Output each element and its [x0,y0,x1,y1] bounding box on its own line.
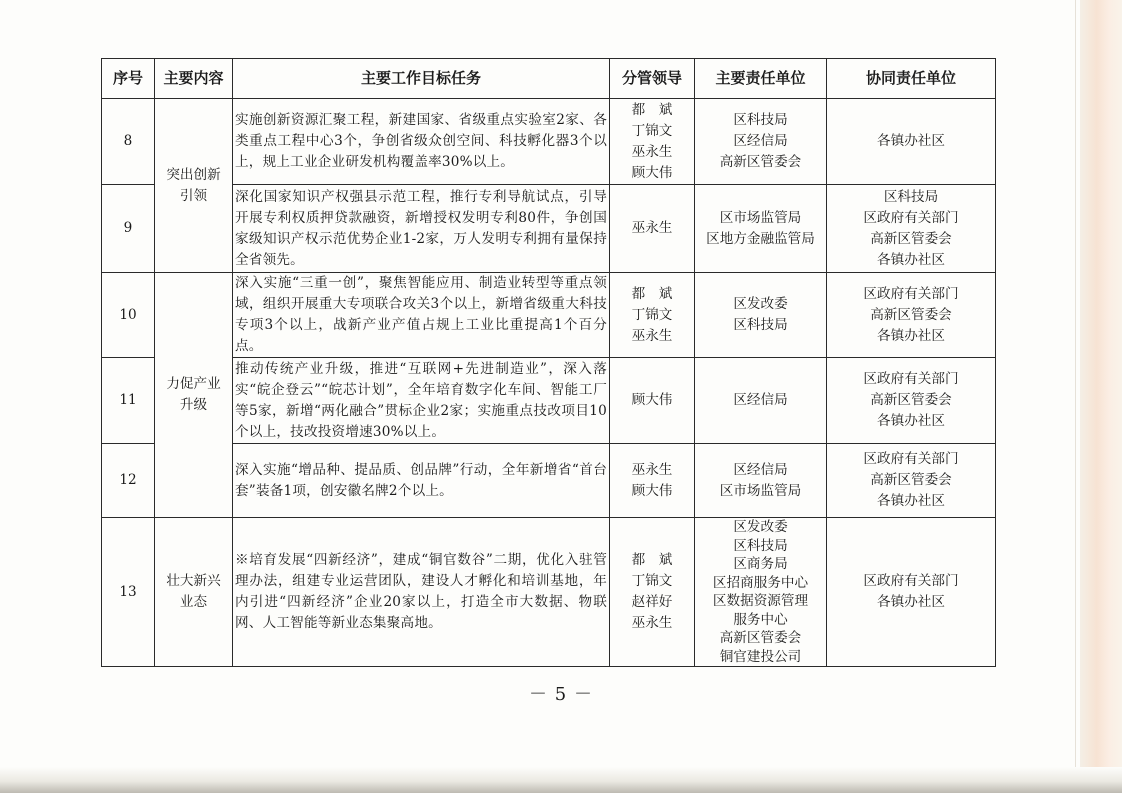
unit-name: 区政府有关部门 [863,451,959,467]
unit-name: 高新区管委会 [719,630,802,646]
leader-name: 巫永生 [631,143,673,160]
leader-name: 顾大伟 [631,164,673,181]
page-number: － 5 － [529,684,593,705]
row-number: 13 [102,518,155,667]
category-label: 壮大新兴业态 [166,573,221,610]
task-cell: 深入实施“三重一创”，聚焦智能应用、制造业转型等重点领域，组织开展重大专项联合攻关3个以上，新增省级重大科技专项3个以上，战新产业产值占规上工业比重提高1个百分点。 [233,273,610,358]
task-cell: 深化国家知识产权强县示范工程，推行专利导航试点，引导开展专利权质押贷款融资，新增授权发明专利80件，争创国家级知识产权示范优势企业1-2家，万人发明专利拥有量保持全省领先。 [233,185,610,273]
main-unit-cell [695,518,827,667]
row-number: 11 [102,358,155,444]
coop-unit-cell [827,444,996,518]
leader-cell [610,444,695,518]
unit-name: 区地方金融监管局 [706,230,815,247]
leader-name: 顾大伟 [631,392,673,408]
unit-name: 各镇办社区 [877,493,945,509]
unit-name: 区市场监管局 [719,209,802,226]
task-cell: 实施创新资源汇聚工程，新建国家、省级重点实验室2家、各类重点工程中心3个，争创省级众创空间、科技孵化器3个以上，规上工业企业研发机构覆盖率30%以上。 [233,99,610,185]
unit-name: 铜官建投公司 [719,648,802,665]
row-number: 12 [102,444,155,518]
page-edge-bottom [0,767,1122,793]
category-cell [155,273,233,518]
unit-name: 区科技局 [733,317,788,333]
unit-name: 区政府有关部门 [863,371,959,387]
unit-name: 区经信局 [733,461,788,478]
unit-name: 区科技局 [733,112,788,128]
leader-name: 巫永生 [631,220,673,236]
unit-name: 区招商服务中心 [712,574,809,591]
main-unit-cell [695,273,827,358]
unit-name: 高新区管委会 [719,154,802,170]
leader-name: 巫永生 [631,615,673,631]
row-number: 10 [102,273,155,358]
header-task: 主要工作目标任务 [233,59,610,99]
unit-name: 各镇办社区 [877,594,945,610]
unit-name: 区政府有关部门 [863,573,959,589]
unit-name: 各镇办社区 [877,251,945,268]
leader-name: 丁锦文 [631,122,673,139]
header-coop-unit: 协同责任单位 [827,59,996,99]
unit-name: 区科技局 [883,188,939,205]
table-row [102,358,996,444]
leader-name: 丁锦文 [631,306,673,323]
leader-cell [610,273,695,358]
unit-name: 区经信局 [733,133,788,149]
unit-name: 区政府有关部门 [863,209,959,226]
table-row [102,518,996,667]
leader-name: 赵祥好 [631,594,673,610]
coop-unit-cell [827,273,996,358]
leader-cell [610,518,695,667]
leader-name: 顾大伟 [631,482,673,499]
category-cell [155,99,233,273]
unit-name: 区发改委 [733,296,788,312]
coop-unit-cell [827,518,996,667]
unit-name: 高新区管委会 [870,230,952,247]
table-row [102,273,996,358]
unit-name: 高新区管委会 [870,392,952,408]
main-unit-cell [695,185,827,273]
leader-cell [610,185,695,273]
header-content: 主要内容 [155,59,233,99]
unit-name: 区政府有关部门 [863,285,959,302]
page-edge-right [1080,0,1122,793]
unit-name: 高新区管委会 [870,472,952,488]
leader-name: 丁锦文 [631,573,673,589]
task-cell: 推动传统产业升级，推进“互联网+先进制造业”，深入落实“皖企登云”“皖芯计划”，全年培育数字化车间、智能工厂等5家，新增“两化融合”贯标企业2家；实施重点技改项目10个以上，技改投资增速30%以上。 [233,358,610,444]
row-number: 9 [102,185,155,273]
leader-name: 巫永生 [631,461,673,478]
header-main-unit: 主要责任单位 [695,59,827,99]
row-number: 8 [102,99,155,185]
category-cell [155,518,233,667]
coop-unit-cell [827,185,996,273]
main-unit-cell [695,99,827,185]
table-row [102,99,996,185]
task-cell: 深入实施“增品种、提品质、创品牌”行动，全年新增省“首台套”装备1项，创安徽名牌2个以上。 [233,444,610,518]
unit-name: 区发改委 [733,519,788,535]
header-seq: 序号 [102,59,155,99]
main-unit-cell [695,444,827,518]
category-label: 力促产业升级 [166,376,221,413]
header-row [102,59,996,99]
unit-name: 高新区管委会 [870,306,952,323]
table-row [102,444,996,518]
unit-name: 区科技局 [733,537,788,554]
coop-unit-cell [827,358,996,444]
leader-cell [610,358,695,444]
unit-name: 区数据资源管理服务中心 [712,593,809,628]
leader-cell [610,99,695,185]
unit-name: 区商务局 [733,556,788,572]
leader-name: 都 斌 [631,285,673,302]
leader-name: 都 斌 [631,101,673,118]
unit-name: 区经信局 [733,392,788,408]
leader-name: 巫永生 [631,327,673,344]
main-unit-cell [695,358,827,444]
task-table [101,58,996,667]
unit-name: 各镇办社区 [877,413,945,429]
unit-name: 区市场监管局 [719,482,802,499]
header-leader: 分管领导 [610,59,695,99]
task-cell: ※培育发展“四新经济”，建成“铜官数谷”二期，优化入驻管理办法，组建专业运营团队，建设人才孵化和培训基地，年内引进“四新经济”企业20家以上，打造全市大数据、物联网、人工智能等新业态集聚高地。 [233,518,610,667]
unit-name: 各镇办社区 [877,133,945,149]
leader-name: 都 斌 [631,552,673,568]
page-edge-line [1075,0,1076,793]
unit-name: 各镇办社区 [877,327,945,344]
category-label: 突出创新引领 [166,166,221,204]
table-row [102,185,996,273]
coop-unit-cell [827,99,996,185]
